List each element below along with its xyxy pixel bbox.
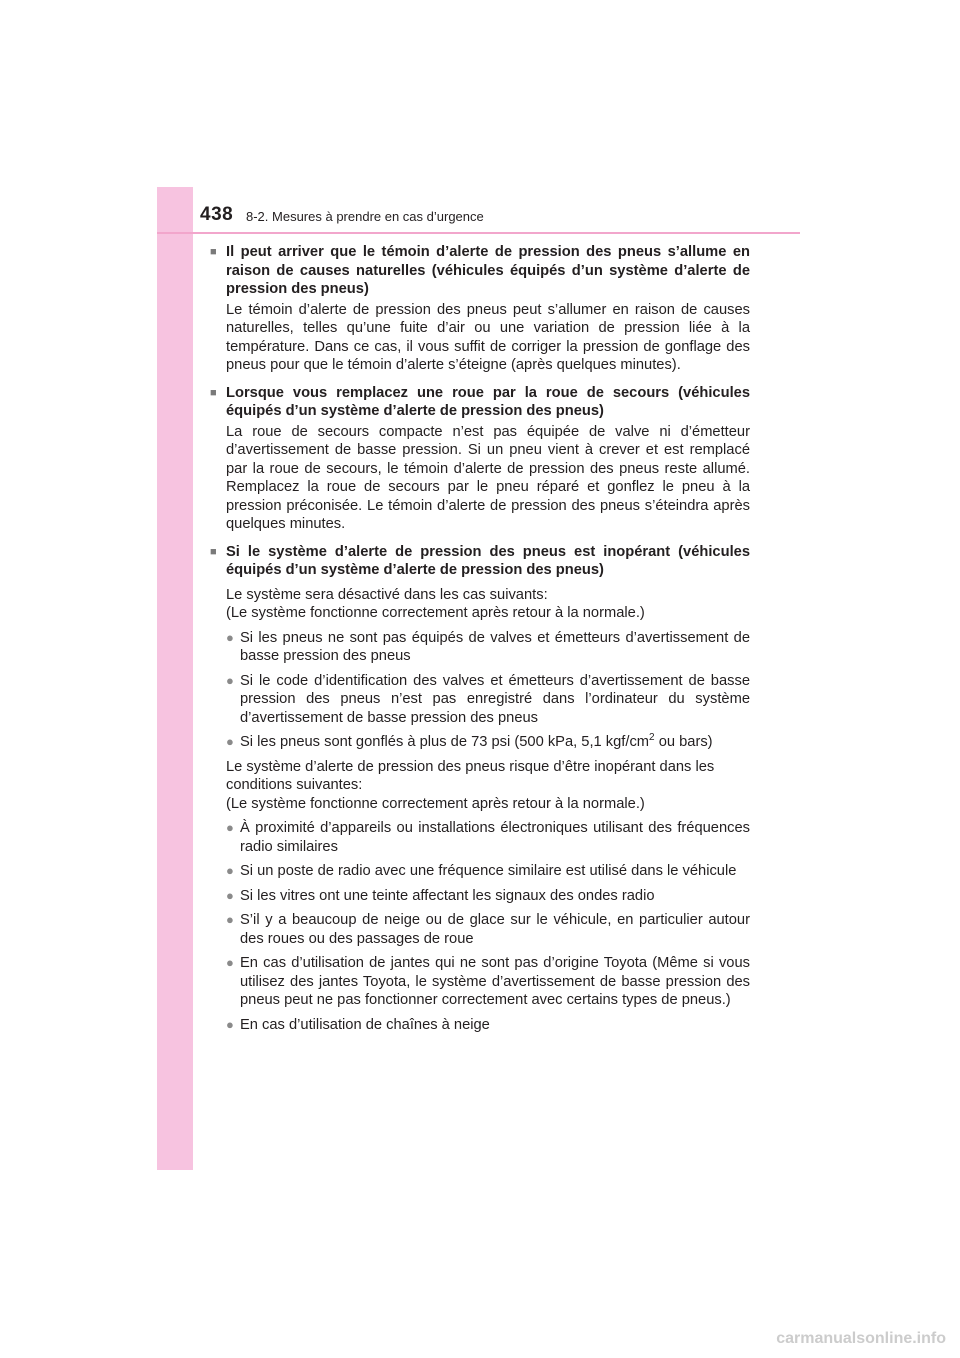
intro-paragraph: Le système d’alerte de pression des pneus risque d’être inopérant dans les conditions suivantes: (Le système fonctionne correctement après retour à la normale.) [226, 758, 715, 812]
list-item: ● À proximité d’appareils ou installations électroniques utilisant des fréquences radio similaires [226, 820, 750, 855]
list-item: ● Si un poste de radio avec une fréquence similaire est utilisé dans le véhicule [226, 863, 737, 879]
square-bullet-icon: ■ [210, 386, 217, 399]
note-body: La roue de secours compacte n’est pas équipée de valve ni d’émetteur d’avertissement de basse pression. Si un pneu vient à crever et est remplacé par la roue de secours, le témoin d’alerte de pression des pneus reste allumé. Remplacez la roue de secours par le pneu réparé et gonflez le pneu à la pression préconisée. Le témoin d’alerte de pression des pneus s’éteindra après quelques minutes. [226, 423, 750, 532]
note-spare-wheel [210, 384, 750, 534]
circle-bullet-icon: ● [226, 820, 234, 835]
watermark: carmanualsonline.info [776, 1330, 946, 1347]
list-item: ● En cas d’utilisation de chaînes à neige [226, 1016, 490, 1033]
circle-bullet-icon: ● [226, 887, 234, 903]
note-heading: ■ Lorsque vous remplacez une roue par la roue de secours (véhicules équipés d’un système d’alerte de pression des pneus) [210, 384, 750, 419]
circle-bullet-icon: ● [226, 863, 234, 878]
list-item: ● S’il y a beaucoup de neige ou de glace sur le véhicule, en particulier autour des roues ou des passages de roue [226, 912, 750, 947]
square-bullet-icon: ■ [210, 545, 217, 558]
circle-bullet-icon: ● [226, 629, 234, 645]
note-tpms-inoperative [210, 543, 750, 1035]
circle-bullet-icon: ● [226, 734, 234, 749]
list-item: ● En cas d’utilisation de jantes qui ne sont pas d’origine Toyota (Même si vous utilisez des jantes Toyota, le système d’avertissement de basse pression des pneus peut ne pas fonctionner correctement avec certains types de pneus.) [226, 955, 750, 1008]
circle-bullet-icon: ● [226, 912, 234, 927]
list-item: ● Si les pneus ne sont pas équipés de valves et émetteurs d’avertissement de basse pression des pneus [226, 629, 750, 664]
list-item: ● Si les pneus sont gonflés à plus de 73 psi (500 kPa, 5,1 kgf/$cm^2$ ou bars) [226, 732, 713, 750]
list-item: ● Si les vitres ont une teinte affectant les signaux des ondes radio [226, 887, 655, 904]
circle-bullet-icon: ● [226, 672, 234, 688]
list-item: ● Si le code d’identification des valves et émetteurs d’avertissement de basse pression des pneus n’est pas enregistré dans l’ordinateur du système d’avertissement de basse pression des pneus [226, 672, 750, 726]
header-divider [157, 232, 800, 234]
square-bullet-icon: ■ [210, 246, 217, 258]
page-content [210, 243, 750, 1043]
circle-bullet-icon: ● [226, 1016, 234, 1032]
note-heading: ■ Si le système d’alerte de pression des pneus est inopérant (véhicules équipés d’un système d’alerte de pression des pneus) [210, 543, 750, 578]
note-body: Le témoin d’alerte de pression des pneus peut s’allumer en raison de causes naturelles, telles qu’une fuite d’air ou une variation de pression liée à la température. Dans ce cas, il vous suffit de corriger la pression de gonflage des pneus pour que le témoin d’alerte s’éteigne (après quelques minutes). [226, 301, 750, 373]
section-title: 8-2. Mesures à prendre en cas d’urgence [246, 209, 484, 224]
intro-paragraph: Le système sera désactivé dans les cas suivants: (Le système fonctionne correctement après retour à la normale.) [226, 586, 645, 621]
note-heading: ■ Il peut arriver que le témoin d’alerte de pression des pneus s’allume en raison de causes naturelles (véhicules équipés d’un système d’alerte de pression des pneus) [210, 244, 750, 297]
page-number: 438 [200, 204, 234, 225]
chapter-tab-strip [157, 187, 193, 1170]
note-tpms-natural-causes [210, 243, 750, 375]
circle-bullet-icon: ● [226, 955, 234, 970]
